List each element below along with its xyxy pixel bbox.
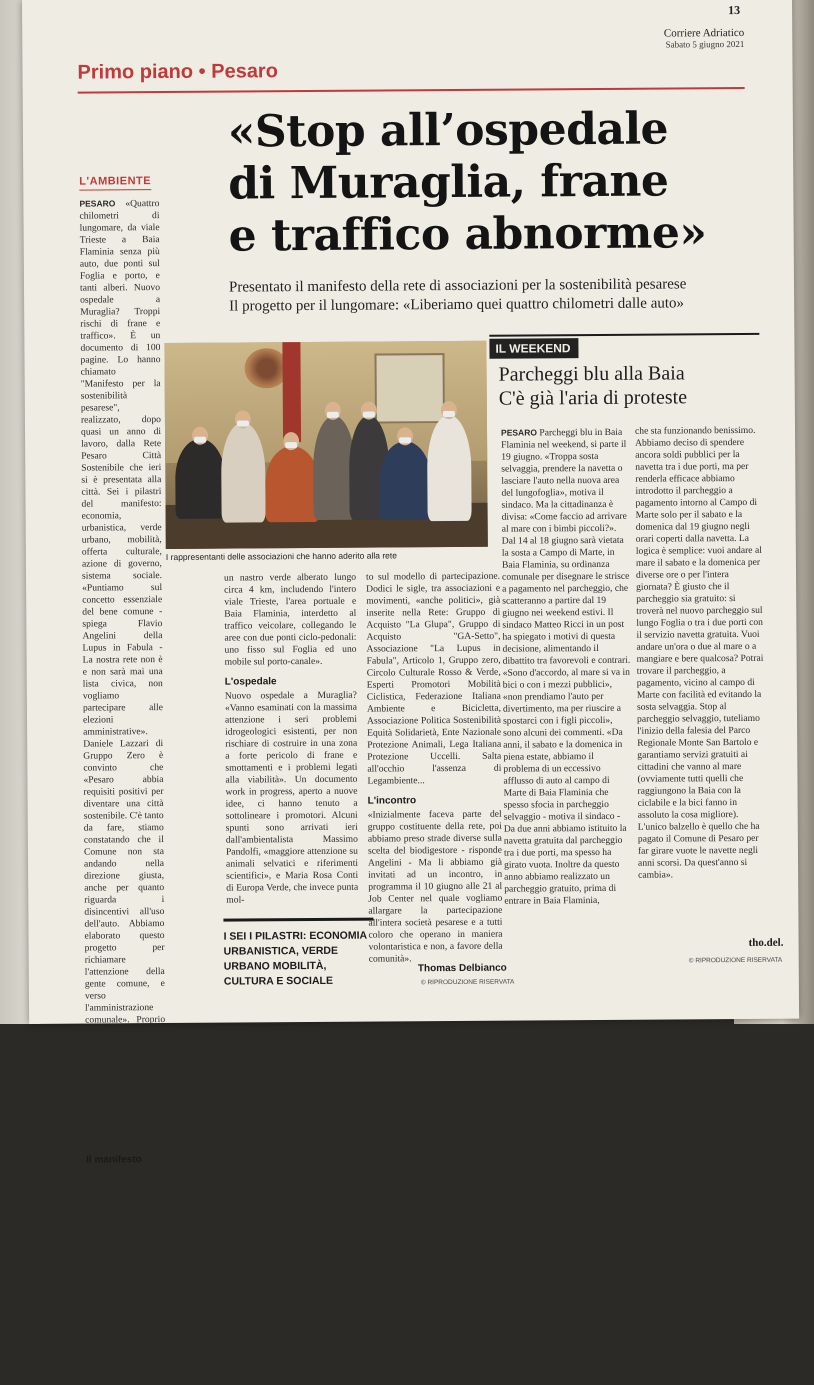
sidebar-initials: tho.del. — [748, 936, 784, 949]
sidebar-column-2 — [635, 425, 767, 934]
main-headline — [228, 103, 749, 263]
sidebar-body-text: che sta funzionando benissimo. Abbiamo deciso di spendere ancora soldi pubblici per la navetta tra i due porti, ma per renderla efficace abbiamo introdotto il parcheggio a pagamento intorno al Campo di Marte solo per il sabato e la domenica dal 19 giugno negli orari coperti dalla navetta. La logica è semplice: vuoi andare al mare il sabato e la domenica per diverse ore o per l'intera giornata? È giusto che il parcheggio sia gratuito: si troverà nel nuovo parcheggio sul lungo Foglia o tra i due porti con il servizio navetta gratuita. Vuoi andare un'ora o due al mare o a mangiare e bere qualcosa? Potrai trovare il parcheggio, a pagamento, vicino al campo di Marte con facilità ed evitando la sosta selvaggia. Stop al parcheggio selvaggio, tuteliamo l'inizio della falesia del Parco Regionale Monte San Bartolo e garantiamo servizi gratuiti ai cittadini che vanno al mare (ovviamente tutti quelli che raggiungono la Baia con la ciclabile e la bici fanno in assoluto la cosa migliore). L'unico balzello è quello che ha pagato il Comune di Pesaro per far girare vuote le navette negli anni scorsi. Da quest'anno si cambia». — [634, 424, 764, 881]
sidebar-tag: IL WEEKEND — [489, 338, 578, 359]
section-header: Primo piano • Pesaro — [77, 60, 278, 84]
photo-banner — [282, 342, 301, 442]
photo-mask — [237, 420, 249, 426]
sidebar-headline — [499, 361, 761, 411]
photo-person — [427, 415, 472, 521]
article-body-text: «Inizialmente faceva parte del gruppo costituente della rete, poi abbiamo preso strade diverse sulla scelta del biodigestore - risponde Angelini - Ma li abbiamo già invitati ad un incontro, in programma il 10 giugno alle 21 al Job Center nel quale vogliamo allargare la partecipazione all'intera società pesarese e a tutti coloro che operano in maniera volontaristica e non, a favore della comunità». — [367, 808, 503, 965]
article-body-text: «Quattro chilometri di lungomare, da viale Trieste a Baia Flaminia senza più auto, due ponti sul Foglia e porto, e tanti alberi. Nuovo ospedale a Muraglia? Troppi rischi di frane e traffico». È un documento di 100 pagine. Lo hanno chiamato "Manifesto per la sostenibilità pesarese", realizzato, dopo quasi un anno di lavoro, dalla Rete Pesaro Città Sostenibile che ieri si è presentata alla città. Sei i pilastri del manifesto: economia, urbanistica, verde urbano, mobilità, offerta culturale, azione di governo, sistema sociale. «Puntiamo sul concetto essenziale del bene comune - spiega Flavio Angelini della Lupus in Fabula - La nostra rete non è e non sarà mai una lista civica, non vogliamo partecipare alle elezioni amministrative». Daniele Lazzari di Gruppo Zero è convinto che «Pesaro abbia requisiti positivi per diventare una città sostenibile. C'è tanto da fare, stiamo constatando che il Comune non sta andando nella direzione giusta, anche per quanto riguarda i disincentivi all'uso dell'auto. Abbiamo elaborato questo progetto per richiamare l'attenzione della gente comune, e verso l'amministrazione comunale». Proprio sul rapporto da instaurare con l'ente comunale, si inserisce anche Maurizio Franca: «Non vogliamo portare avanti la logica di scontro, ma di confronto con il Comune». — [79, 198, 166, 1146]
sidebar-body-text: Parcheggi blu in Baia Flaminia nel weekend, si parte il 19 giugno. «Troppa sosta selvaggia, prendere la navetta o lasciare l'auto nella nuova area del lungofoglia», motiva il sindaco. Ma la cittadinanza è divisa: «Come faccio ad arrivare al mare con i bimbi piccoli?». Dal 14 al 18 giugno sarà vietata la sosta a Campo di Marte, in Baia Flaminia, su ordinanza comunale per disegnare le strisce a pagamento nel parcheggio, che scatteranno a partire dal 19 giugno nei weekend estivi. Il sindaco Matteo Ricci in un post ha spiegato i motivi di questa decisione, alimentando il dibattito tra favorevoli e contrari. «Sono d'accordo, al mare si va in bici o con i mezzi pubblici», «non prendiamo l'auto per divertimento, ma per riuscire a spostarci con i figli piccoli», sono alcuni dei commenti. «Da anni, il sabato e la domenica in piena estate, abbiamo il problema di un eccessivo afflusso di auto al campo di Marte di Baia Flaminia che spesso sfocia in parcheggio selvaggio - motiva il sindaco - Da due anni abbiamo istituito la navetta gratuita dal parcheggio tra i due porti, ma spesso ha girato vuota. Inoltre da questo anno abbiamo realizzato un parcheggio gratuito, prima di entrare in Baia Flaminia, — [501, 426, 631, 907]
sidebar-tag-bar — [489, 333, 759, 357]
page-number: 13 — [728, 2, 741, 18]
sidebar-column-1 — [501, 426, 633, 973]
article-body-text: to sul modello di partecipazione. Dodici le sigle, tra associazioni e movimenti, «anche politici», già inserite nella Rete: Gruppo di Acquisto "La Glupa", Gruppo di Acquisto "GA-Setto", Associazione "La Lupus in Fabula", Articolo 1, Gruppo zero, Circolo Culturale Rosso & Verde, Esperti Promotori Mobilità Ciclistica, Federazione Italiana Ambiente e Bicicletta, Associazione Politica Sostenibilità Equità Solidarietà, Ente Nazionale Protezione Animali, Lega Italiana Protezione Uccelli. Salta all'occhio l'assenza di Legambiente... — [365, 570, 502, 787]
photo-mask — [399, 437, 411, 443]
pillars-box-title: I SEI I PILASTRI: ECONOMIA URBANISTICA, VERDE URBANO MOBILITÀ, CULTURA E SOCIALE — [223, 918, 373, 990]
article-body-text: un nastro verde alberato lungo circa 4 km, includendo l'intero viale Trieste, l'area portuale e Baia Flaminia, interdetto al traffico veicolare, collegando le aree con due ponti ciclo-pedonali: uno fisso sul Foglia ed uno mobile sul porto-canale». — [224, 571, 357, 668]
photo-mask — [285, 442, 297, 448]
paper-date: Sabato 5 giugno 2021 — [665, 38, 745, 50]
sidebar-headline-line: C'è già l'aria di proteste — [498, 386, 688, 410]
header-rule — [78, 87, 745, 94]
subhead-line: Il progetto per il lungomare: «Liberiamo quei quattro chilometri dalle auto» — [229, 295, 685, 315]
photo-person — [221, 422, 266, 522]
photo-mask — [194, 437, 206, 443]
main-article-column-1 — [79, 197, 168, 1384]
sidebar-copyright-notice: © RIPRODUZIONE RISERVATA — [688, 956, 783, 965]
photo-mask — [327, 412, 339, 418]
article-body-text: Andrea Pirozzi ha illustrato il manifesto che si snoda sui vari temi. «Investimenti solo con l'acqua tutta pubblica, rifiuti non da considerare come una risorsa. Valorizzare San Bartolo, riconvertire le zone industriali in crisi, quartieri-giardino, Parco del Foglia, Cittadella del Sapere al San Benedetto». E ancora: «Creare — [86, 1168, 168, 1384]
group-photo — [164, 341, 487, 549]
photo-mask — [363, 412, 375, 418]
article-subtitle: Il manifesto — [86, 1154, 142, 1166]
article-subtitle: L'ospedale — [224, 676, 277, 688]
newspaper-page — [22, 0, 799, 1384]
photo-window — [374, 353, 444, 423]
photo-mask — [443, 411, 455, 417]
article-body-text: Nuovo ospedale a Muraglia? «Vanno esaminati con la massima attenzione i seri problemi idrogeologici esistenti, per non rischiare di costruire in una zona a forte pericolo di frane e smottamenti e i problemi legati alla viabilità». Un documento work in progress, aperto a nuove idee, ci hanno tenuto a sottolineare i promotori. Alcuni spunti sono arrivati ieri dall'ambientalista Massimo Pandolfi, «maggiore attenzione su animali selvatici e riferimenti scientifici», e Maria Rosa Conti di Europa Verde, che invece punta mol- — [224, 689, 359, 906]
photo-person — [379, 441, 432, 519]
headline-line: e traffico abnorme» — [228, 207, 707, 262]
article-subtitle: L'incontro — [367, 795, 417, 807]
article-byline: Thomas Delbianco — [417, 962, 507, 975]
sidebar-headline-line: Parcheggi blu alla Baia — [498, 362, 685, 386]
headline-line: «Stop all’ospedale — [227, 103, 669, 158]
article-kicker: L'AMBIENTE — [79, 175, 151, 191]
photo-caption: I rappresentanti delle associazioni che hanno aderito alla rete — [165, 550, 397, 563]
masthead — [664, 27, 744, 50]
paper-name: Corriere Adriatico — [663, 26, 745, 40]
main-article-column-3 — [365, 570, 503, 965]
photo-person — [265, 446, 320, 522]
article-dateline: PESARO — [79, 198, 116, 209]
main-subhead — [229, 275, 749, 317]
subhead-line: Presentato il manifesto della rete di associazioni per la sostenibilità pesarese — [228, 276, 687, 296]
sidebar-dateline: PESARO — [500, 427, 537, 438]
copyright-notice: © RIPRODUZIONE RISERVATA — [420, 978, 515, 987]
main-article-column-2 — [224, 572, 358, 913]
photo-person — [175, 439, 226, 519]
headline-line: di Muraglia, frane — [228, 155, 669, 210]
